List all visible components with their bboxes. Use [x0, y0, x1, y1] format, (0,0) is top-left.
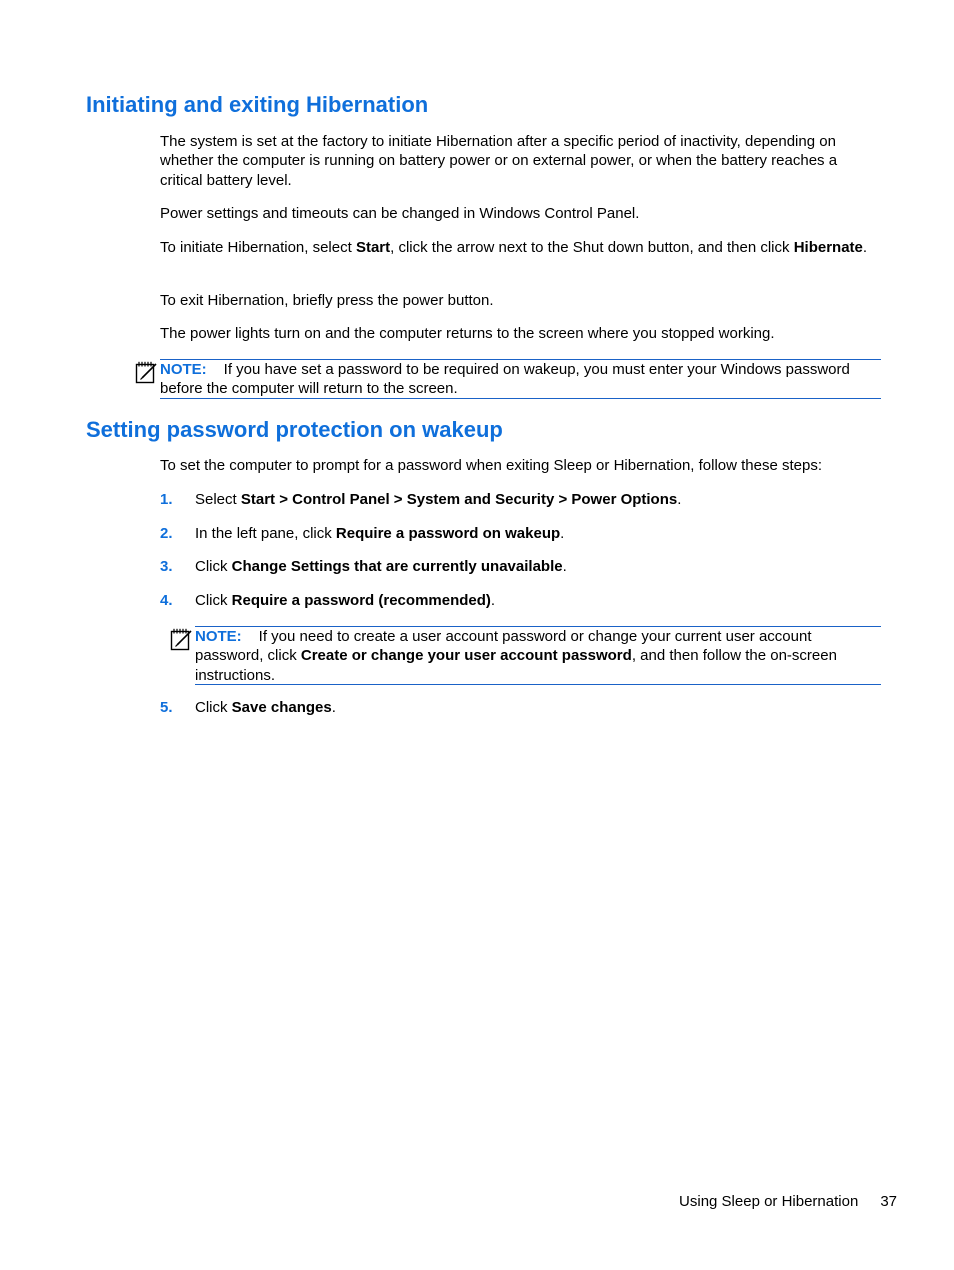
text-run: Click — [195, 558, 232, 575]
text-run: Click — [195, 592, 232, 609]
bold-run: Change Settings that are currently unavailable — [231, 558, 563, 575]
text-run: . — [562, 558, 567, 575]
bold-run: Start > Control Panel > System and Security > Power Options — [240, 491, 678, 508]
text-run: . — [677, 491, 682, 508]
text-run: , click the arrow next to the Shut down button, and then click — [390, 239, 794, 256]
text-run: . — [490, 592, 496, 609]
paragraph-exit-hibernation: To exit Hibernation, briefly press the power button. — [160, 292, 494, 309]
text-run: In the left pane, click — [195, 525, 336, 542]
footer-section-title: Using Sleep or Hibernation — [679, 1193, 859, 1210]
bold-run: Save changes — [231, 699, 332, 716]
text-run: Select — [195, 491, 241, 508]
step-number: 2. — [160, 525, 173, 542]
bold-run: Require a password (recommended) — [231, 592, 491, 609]
step-number: 3. — [160, 558, 173, 575]
text-run: . — [331, 699, 336, 716]
section-heading-password-protection: Setting password protection on wakeup — [86, 417, 503, 442]
note-box-wakeup-password — [160, 359, 881, 399]
note-text: If you need to create a user account password or change your current user account password, click — [195, 628, 812, 665]
step-number: 5. — [160, 699, 173, 716]
page-footer — [679, 1192, 897, 1211]
paragraph-steps-intro: To set the computer to prompt for a password when exiting Sleep or Hibernation, follow these steps: — [160, 457, 823, 474]
step-text — [195, 524, 885, 543]
text-run: . — [862, 239, 868, 256]
section-heading-hibernation: Initiating and exiting Hibernation — [86, 92, 429, 117]
bold-hibernate: Hibernate — [793, 239, 863, 256]
note-box-user-account-password — [195, 626, 881, 685]
bold-start: Start — [355, 239, 391, 256]
step-text — [195, 698, 885, 717]
text-run: . — [560, 525, 565, 542]
note-label: NOTE: — [195, 628, 242, 645]
step-number: 1. — [160, 491, 173, 508]
step-text — [195, 557, 885, 576]
step-number: 4. — [160, 592, 173, 609]
note-bold: Create or change your user account password — [300, 647, 632, 665]
step-text — [195, 591, 885, 610]
paragraph-power-lights: The power lights turn on and the computer returns to the screen where you stopped working. — [160, 325, 775, 342]
note-icon — [170, 628, 194, 652]
paragraph-power-settings: Power settings and timeouts can be changed in Windows Control Panel. — [160, 205, 640, 222]
text-run: To initiate Hibernation, select — [160, 239, 356, 256]
note-text: , and then follow the on-screen instructions. — [195, 647, 837, 684]
note-label: NOTE: — [160, 361, 207, 378]
bold-run: Require a password on wakeup — [335, 525, 561, 542]
note-text: If you have set a password to be required on wakeup, you must enter your Windows password before the computer will return to the screen. — [160, 361, 850, 398]
text-run: Click — [195, 699, 232, 716]
page-number: 37 — [880, 1193, 897, 1210]
paragraph-hibernation-factory: The system is set at the factory to initiate Hibernation after a specific period of inactivity, depending on whether the computer is running on battery power or on external power, or when the battery reaches a critical battery level. — [160, 133, 838, 189]
paragraph-initiate-hibernation — [160, 238, 880, 257]
step-text — [195, 490, 885, 509]
note-icon — [135, 361, 159, 385]
